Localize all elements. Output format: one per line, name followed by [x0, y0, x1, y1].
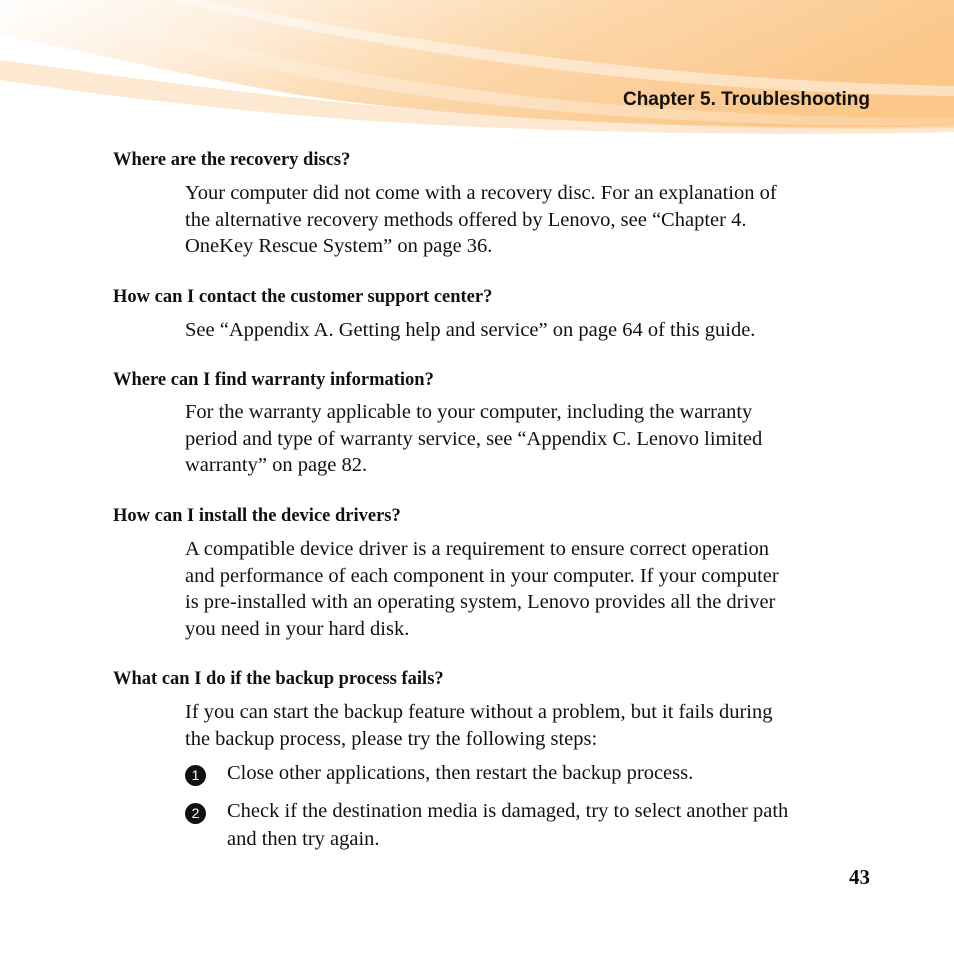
header-decoration: [0, 0, 954, 140]
answer-line: For the warranty applicable to your computer, including the warranty: [185, 401, 753, 423]
answer-line: OneKey Rescue System” on page 36.: [185, 235, 493, 258]
answer-line: A compatible device driver is a requirement to ensure correct operation: [185, 538, 770, 560]
answer-line: the alternative recovery methods offered by Lenovo, see “Chapter 4.: [185, 208, 747, 231]
step-line: Close other applications, then restart the backup process.: [227, 762, 694, 784]
answer-line: is pre-installed with an operating system, Lenovo provides all the driver: [185, 591, 776, 614]
faq-question: How can I contact the customer support center?: [113, 287, 493, 307]
faq-question: How can I install the device drivers?: [113, 506, 401, 526]
faq-answer: [185, 180, 875, 260]
answer-line: the backup process, please try the following steps:: [185, 727, 598, 750]
answer-line: See “Appendix A. Getting help and service” on page 64 of this guide.: [185, 319, 756, 341]
faq-answer: [185, 536, 875, 643]
faq-answer: [185, 399, 875, 479]
faq-question: Where can I find warranty information?: [113, 370, 434, 390]
answer-line: Your computer did not come with a recovery disc. For an explanation of: [185, 182, 777, 204]
answer-line: warranty” on page 82.: [185, 454, 368, 477]
answer-line: you need in your hard disk.: [185, 618, 410, 641]
step-number-icon: 2: [185, 803, 206, 824]
page-number: 43: [849, 865, 870, 889]
faq-answer: [185, 699, 875, 752]
faq-question: What can I do if the backup process fails?: [113, 669, 444, 689]
faq-answer: [185, 317, 875, 344]
chapter-title: Chapter 5. Troubleshooting: [622, 89, 870, 110]
step-text: [227, 760, 877, 788]
step-number-icon: 1: [185, 765, 206, 786]
answer-line: If you can start the backup feature without a problem, but it fails during: [185, 701, 773, 723]
step-line: Check if the destination media is damaged, try to select another path: [227, 800, 789, 822]
faq-question: Where are the recovery discs?: [113, 150, 351, 170]
step-text: [227, 798, 877, 853]
step-line: and then try again.: [227, 827, 380, 850]
answer-line: and performance of each component in your computer. If your computer: [185, 564, 779, 587]
answer-line: period and type of warranty service, see “Appendix C. Lenovo limited: [185, 427, 763, 450]
